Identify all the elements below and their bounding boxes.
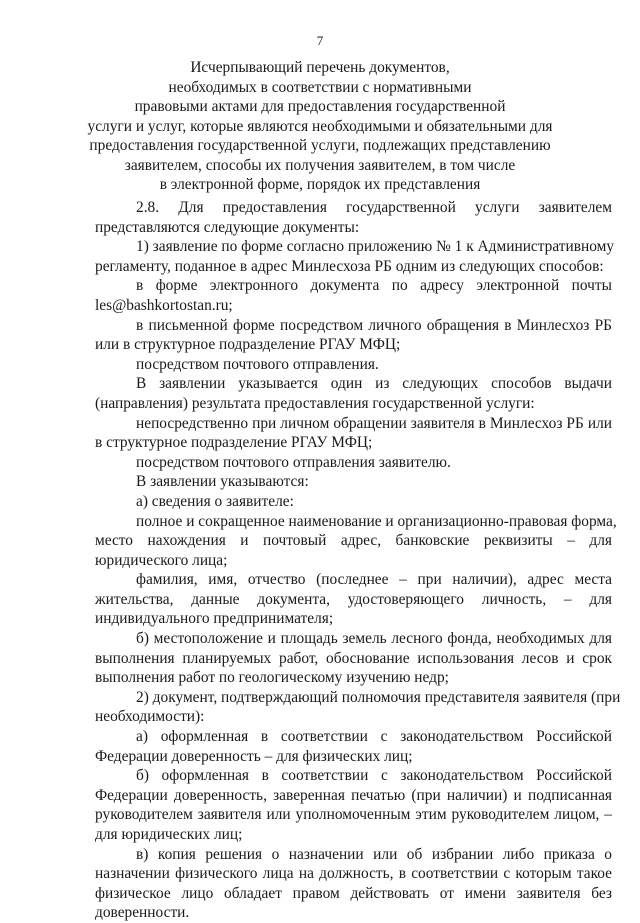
text-line: посредством почтового отправления заявителю.	[136, 453, 451, 471]
title-line: услуги и услуг, которые являются необходимыми и обязательными для	[87, 117, 553, 135]
text-line: выполнения работ по геологическому изучению недр;	[95, 669, 449, 687]
text-line: или в структурное подразделение РГАУ МФЦ;	[95, 336, 401, 354]
title-line: правовыми актами для предоставления государственной	[134, 98, 506, 115]
text-line: для юридических лиц;	[95, 826, 243, 843]
text-line: юридического лица;	[95, 551, 228, 569]
text-line: в) копия решения о назначении или об избрании либо приказа о	[136, 845, 612, 863]
title-line: заявителем, способы их получения заявителем, в том числе	[124, 156, 516, 174]
text-line: 2.8. Для предоставления государственной услуги заявителем	[136, 199, 612, 216]
text-line: место нахождения и почтовый адрес, банковские реквизиты – для	[95, 532, 612, 550]
text-line: б) оформленная в соответствии с законодательством Российской	[136, 767, 612, 785]
text-line: 2) документ, подтверждающий полномочия представителя заявителя (при	[136, 688, 621, 706]
page-number: 7	[316, 33, 324, 48]
text-line: а) сведения о заявителе:	[136, 492, 294, 510]
section-title	[0, 58, 640, 195]
text-line: В заявлении указываются:	[136, 473, 309, 491]
text-line: назначении физического лица на должность, в соответствии с которым такое	[95, 865, 612, 883]
text-line: жительства, данные документа, удостоверяющего личность, – для	[95, 590, 612, 608]
text-line: б) местоположение и площадь земель лесного фонда, необходимых для	[136, 630, 612, 648]
email-text: les@bashkortostan.ru;	[95, 296, 233, 314]
title-line: предоставления государственной услуги, подлежащих представлению	[89, 137, 551, 154]
text-line: посредством почтового отправления.	[136, 355, 379, 373]
text-line: необходимости):	[95, 708, 205, 726]
document-body	[95, 198, 621, 923]
text-line: в письменной форме посредством личного обращения в Минлесхоз РБ	[136, 316, 612, 334]
text-line: а) оформленная в соответствии с законодательством Российской	[136, 728, 612, 746]
text-line: 1) заявление по форме согласно приложению № 1 к Административному	[136, 238, 615, 256]
text-line: полное и сокращенное наименование и организационно-правовая форма,	[136, 512, 617, 530]
text-line: руководителем заявителя или уполномоченным этим руководителем лицом, –	[95, 806, 612, 824]
text-line: регламенту, поданное в адрес Минлесхоза РБ одним из следующих способов:	[95, 257, 604, 275]
text-line: физическое лицо обладает правом действовать от имени заявителя без	[95, 884, 612, 902]
text-line: Федерации доверенность, заверенная печатью (при наличии) и подписанная	[95, 786, 612, 804]
text-line: индивидуального предпринимателя;	[95, 610, 334, 628]
text-line: представляются следующие документы:	[95, 218, 360, 236]
text-line: доверенности.	[95, 904, 190, 922]
text-line: непосредственно при личном обращении заявителя в Минлесхоз РБ или	[136, 414, 612, 432]
text-line: (направления) результата предоставления государственной услуги:	[95, 394, 535, 412]
text-line: выполнения планируемых работ, обоснование использования лесов и срок	[95, 649, 612, 667]
text-line: В заявлении указывается один из следующих способов выдачи	[136, 375, 612, 393]
title-line: Исчерпывающий перечень документов,	[190, 59, 450, 76]
text-line: в структурное подразделение РГАУ МФЦ;	[95, 434, 373, 452]
title-line: в электронной форме, порядок их представления	[159, 176, 481, 193]
text-line: фамилия, имя, отчество (последнее – при наличии), адрес места	[136, 571, 612, 589]
title-line: необходимых в соответствии с нормативными	[168, 78, 472, 96]
text-line: Федерации доверенность – для физических лиц;	[95, 747, 413, 765]
text-line: в форме электронного документа по адресу электронной почты	[136, 277, 612, 295]
